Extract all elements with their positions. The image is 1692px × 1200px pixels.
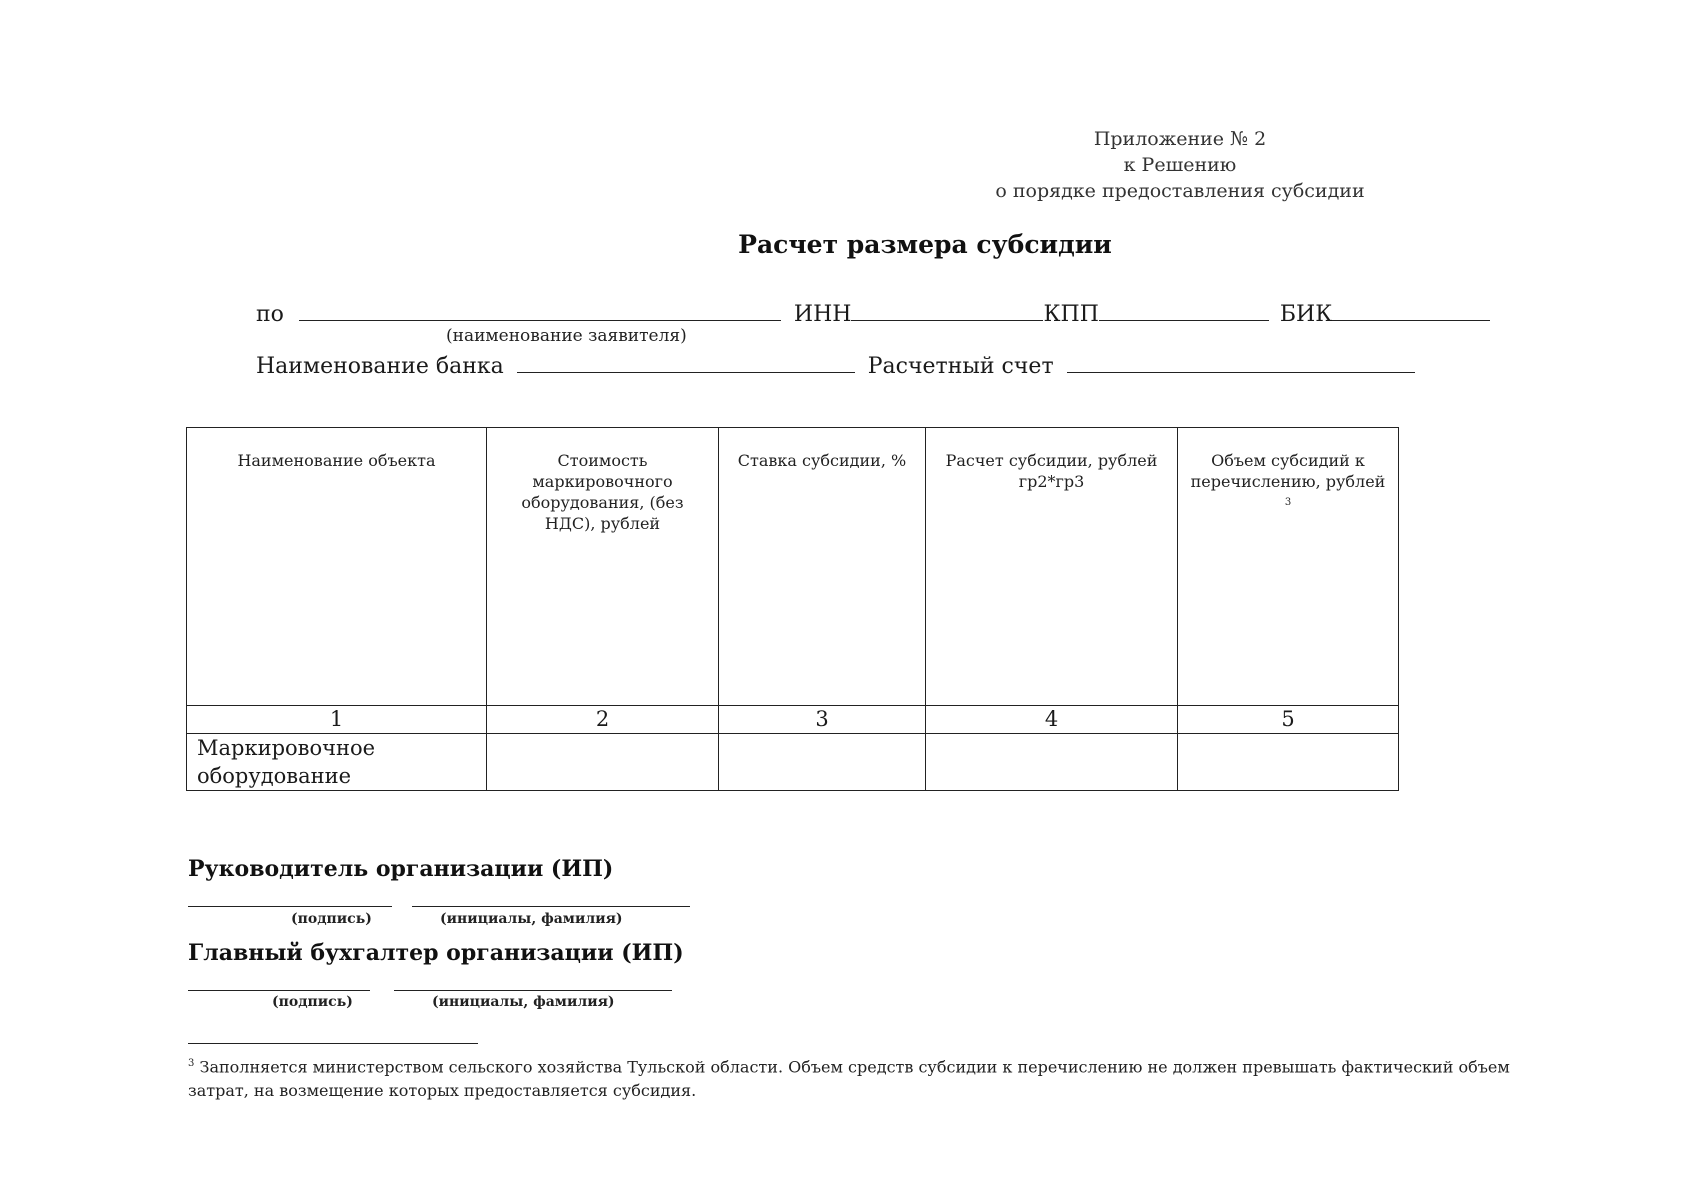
appendix-line-2: к Решению: [1123, 154, 1237, 176]
accountant-name-caption: (инициалы, фамилия): [432, 994, 615, 1010]
applicant-name-field[interactable]: [299, 298, 781, 321]
bank-row: [256, 350, 1415, 381]
inn-label: ИНН: [793, 302, 852, 327]
account-label: Расчетный счет: [867, 354, 1054, 379]
equipment-cost-cell[interactable]: [487, 734, 719, 791]
column-number: 4: [926, 706, 1178, 734]
header-subsidy-calculation: Расчет субсидии, рублей гр2*гр3: [926, 428, 1178, 706]
subsidy-calculation-cell[interactable]: [926, 734, 1178, 791]
appendix-line-1: Приложение № 2: [1093, 128, 1267, 150]
applicant-caption: (наименование заявителя): [446, 326, 687, 346]
head-signature-caption: (подпись): [291, 911, 372, 927]
kpp-field[interactable]: [1099, 298, 1269, 321]
bank-name-field[interactable]: [517, 350, 855, 373]
column-number: 2: [487, 706, 719, 734]
column-number: 3: [719, 706, 926, 734]
head-of-organization-title: Руководитель организации (ИП): [188, 856, 614, 882]
column-number: 5: [1178, 706, 1399, 734]
header-object-name: Наименование объекта: [187, 428, 487, 706]
footnote-text: Заполняется министерством сельского хозяйства Тульской области. Объем средств субсидии к перечислению не должен превышать фактический объем затрат, на возмещение которых предоставляется субсидия.: [188, 1057, 1510, 1101]
accountant-name-line[interactable]: [394, 990, 672, 991]
footnote-ref: 3: [1284, 497, 1292, 508]
head-name-caption: (инициалы, фамилия): [440, 911, 623, 927]
bank-name-label: Наименование банка: [256, 354, 504, 379]
footnote-marker: 3: [188, 1058, 195, 1069]
accountant-signature-line[interactable]: [188, 990, 370, 991]
table-row: [187, 734, 1399, 791]
subsidy-rate-cell[interactable]: [719, 734, 926, 791]
footnote-separator: [188, 1043, 478, 1044]
inn-field[interactable]: [851, 298, 1043, 321]
document-title: Расчет размера субсидии: [738, 230, 1112, 259]
subsidy-calculation-table: [186, 427, 1399, 791]
accountant-signature-caption: (подпись): [272, 994, 353, 1010]
appendix-line-3: о порядке предоставления субсидии: [995, 180, 1365, 202]
bik-field[interactable]: [1332, 298, 1490, 321]
head-name-line[interactable]: [412, 906, 690, 907]
object-name-cell: Маркировочное оборудование: [187, 734, 487, 791]
chief-accountant-title: Главный бухгалтер организации (ИП): [188, 940, 684, 966]
account-field[interactable]: [1067, 350, 1415, 373]
table-header-row: [187, 428, 1399, 706]
bik-label: БИК: [1279, 302, 1333, 327]
table-column-numbers-row: [187, 706, 1399, 734]
column-number: 1: [187, 706, 487, 734]
head-signature-line[interactable]: [188, 906, 392, 907]
header-equipment-cost: Стоимость маркировочного оборудования, (без НДС), рублей: [487, 428, 719, 706]
appendix-reference: [960, 126, 1400, 204]
header-subsidy-rate: Ставка субсидии, %: [719, 428, 926, 706]
applicant-row: [256, 298, 1490, 329]
subsidy-amount-cell[interactable]: [1178, 734, 1399, 791]
header-subsidy-amount: Объем субсидий к перечислению, рублей$^3$: [1178, 428, 1399, 706]
footnote: [188, 1052, 1528, 1103]
po-label: по: [256, 302, 284, 327]
kpp-label: КПП: [1043, 302, 1099, 327]
